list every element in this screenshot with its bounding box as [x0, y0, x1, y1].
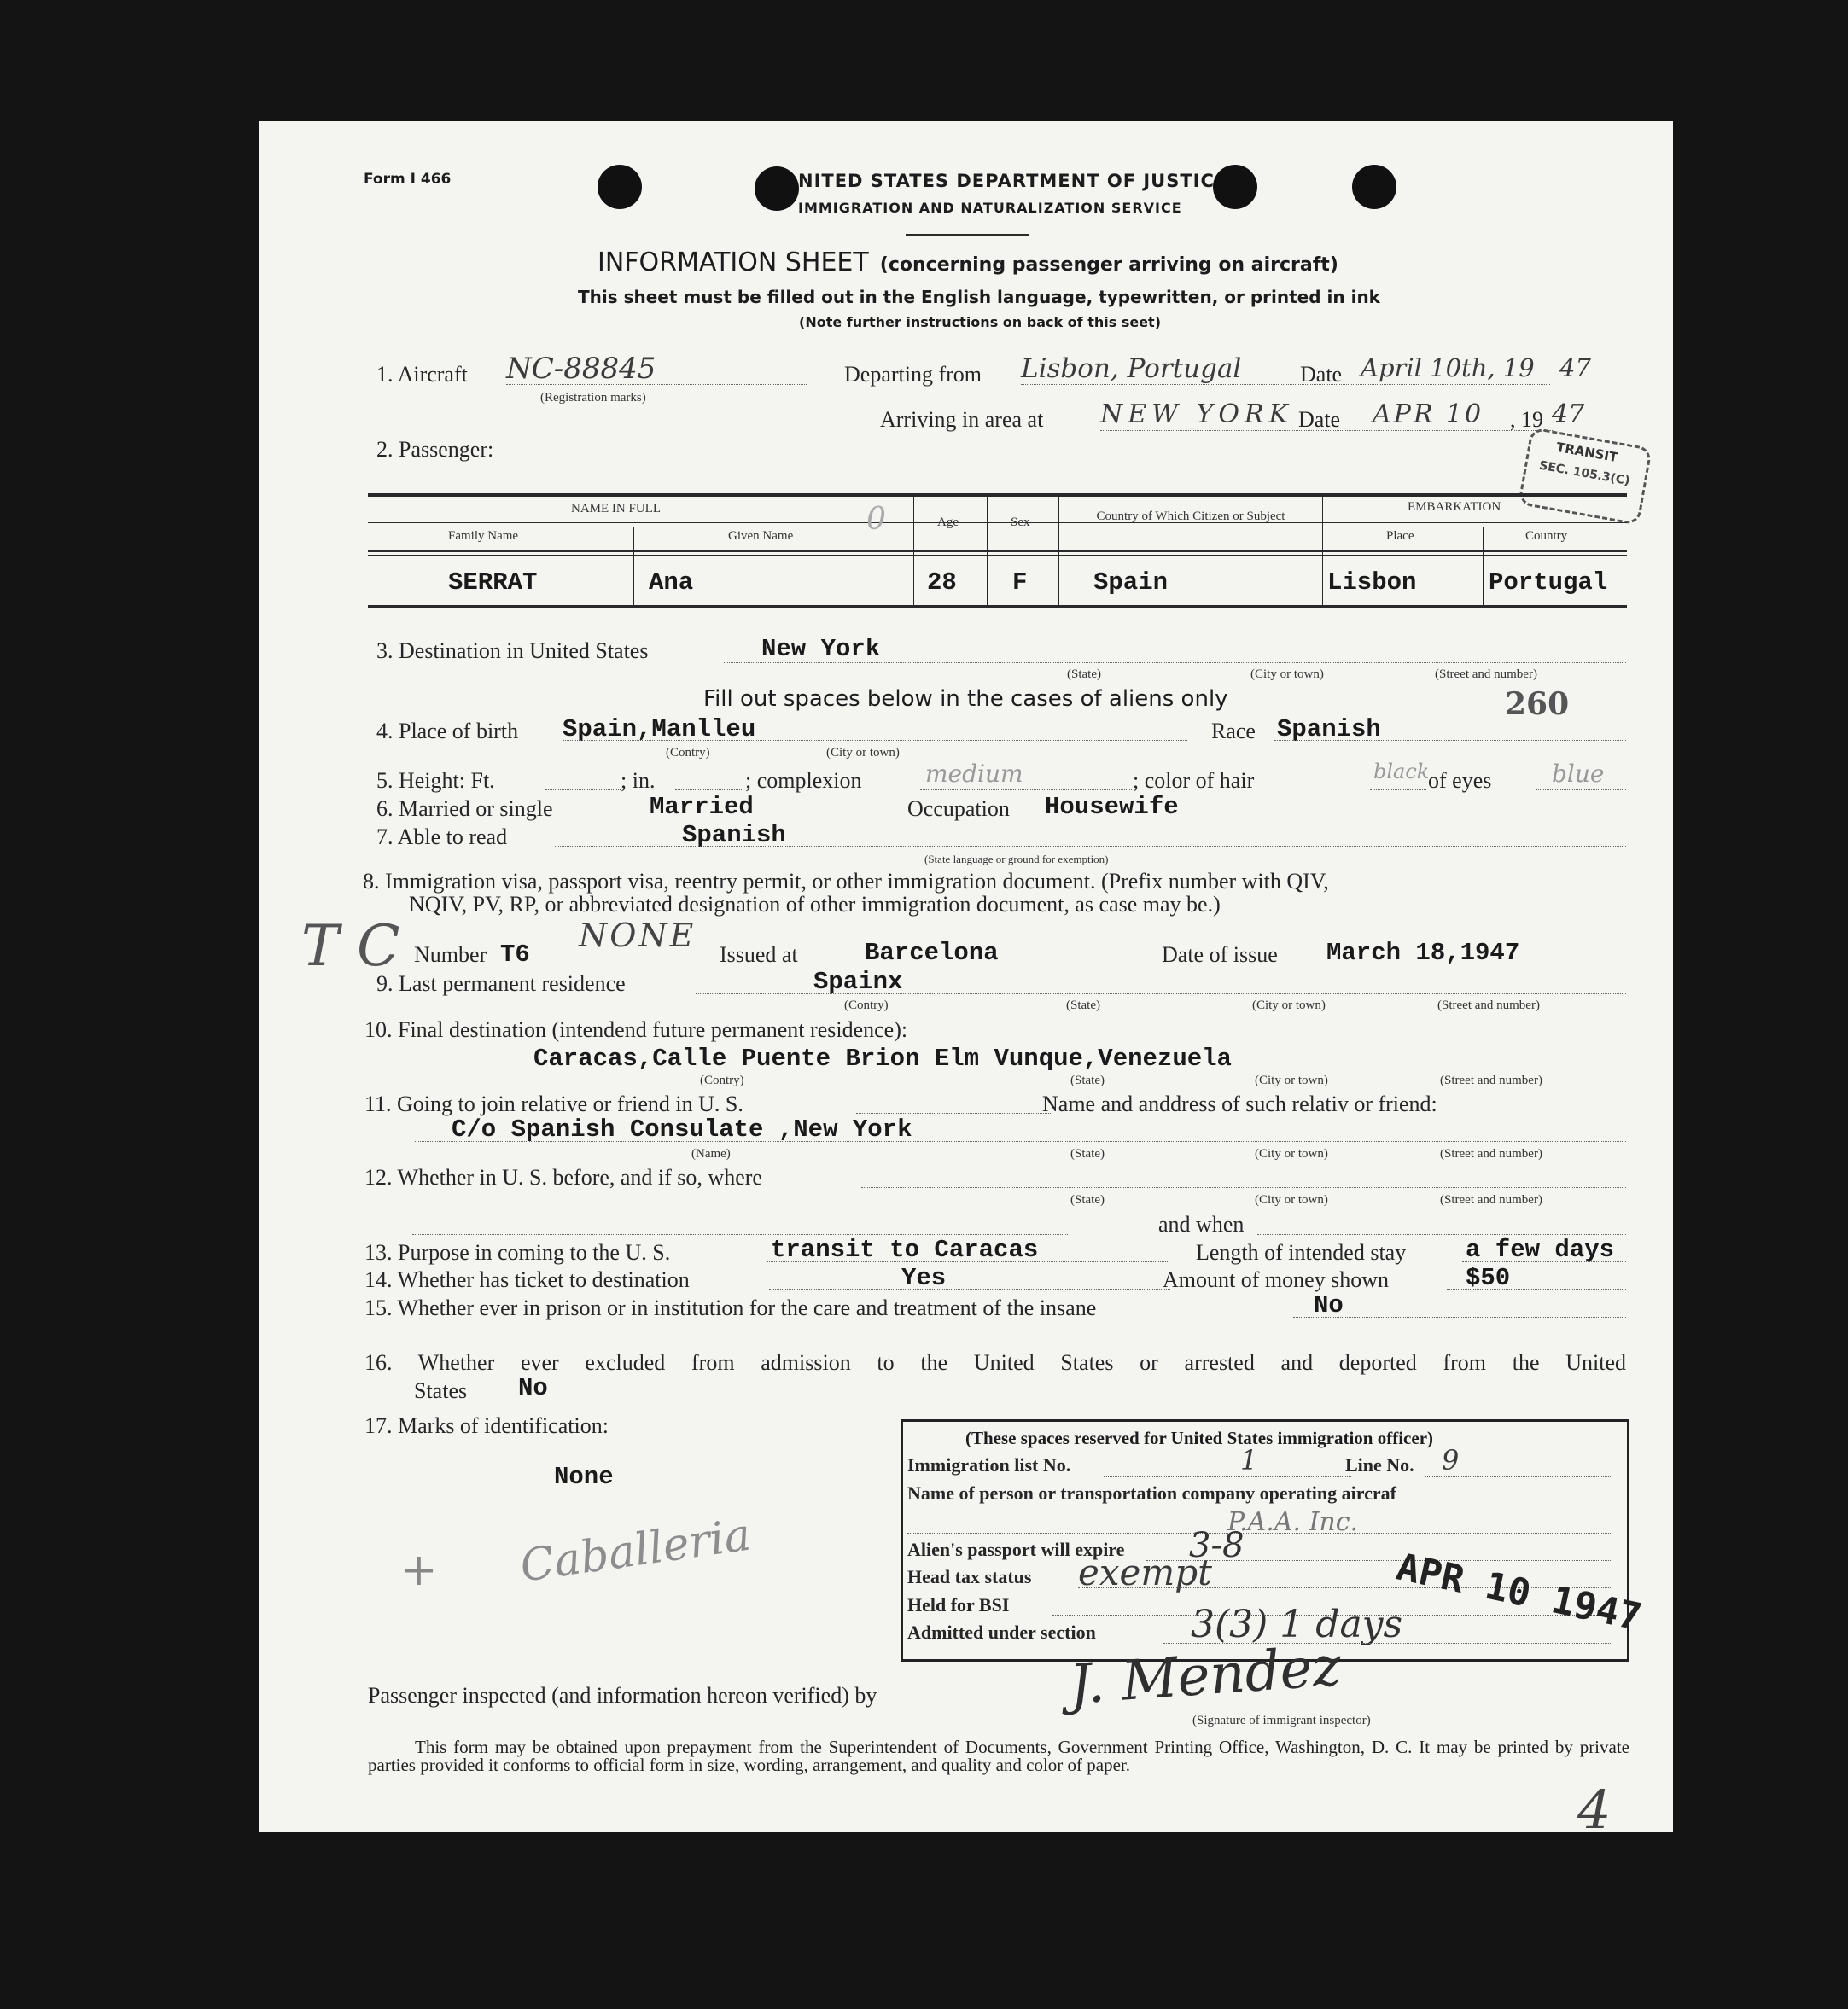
prison-label: 15. Whether ever in prison or in institution for the care and treatment of the insane — [364, 1296, 1097, 1320]
purpose-label: 13. Purpose in coming to the U. S. — [364, 1240, 671, 1265]
table-divider — [987, 497, 988, 608]
identification-label: 17. Marks of identification: — [364, 1413, 609, 1438]
ticket-label: 14. Whether has ticket to destination — [364, 1267, 690, 1292]
eyes-label: of eyes — [1428, 768, 1492, 793]
punch-hole — [755, 166, 799, 211]
table-bottom-rule — [368, 605, 1627, 608]
visa-number-value: T6 — [500, 940, 530, 969]
read-caption: (State language or ground for exemption) — [924, 853, 1109, 865]
eyes-value: blue — [1552, 760, 1605, 788]
aliens-note: Fill out spaces below in the cases of aliens only — [703, 686, 1228, 712]
identification-value: None — [554, 1463, 614, 1491]
when-line — [1257, 1234, 1626, 1235]
residence-state-caption: (State) — [1066, 999, 1100, 1012]
table-divider — [633, 527, 634, 608]
admitted-section-label: Admitted under section — [907, 1622, 1096, 1643]
col-family-name: Family Name — [448, 529, 519, 543]
margin-mark: T C — [301, 913, 400, 979]
aircraft-value: NC-88845 — [506, 352, 656, 386]
read-value: Spanish — [682, 821, 786, 849]
immigration-list-value: 1 — [1240, 1444, 1258, 1476]
excluded-question-line1: 16. Whether ever excluded from admission to the United States or arrested and deported from the United — [364, 1350, 1626, 1375]
residence-value: Spainx — [813, 968, 903, 996]
occupation-value: Housewife — [1045, 793, 1179, 821]
relative-street-caption: (Street and number) — [1440, 1147, 1542, 1161]
line-no-label: Line No. — [1345, 1454, 1414, 1476]
money-line — [1447, 1289, 1626, 1290]
passport-expiry-value: 3-8 — [1189, 1526, 1245, 1565]
final-street-caption: (Street and number) — [1440, 1074, 1542, 1087]
operator-value: P.A.A. Inc. — [1227, 1507, 1359, 1537]
given-name-value: Ana — [649, 568, 694, 597]
aircraft-label: 1. Aircraft — [376, 362, 468, 387]
col-embarkation: EMBARKATION — [1408, 500, 1501, 514]
race-label: Race — [1211, 719, 1256, 743]
birthplace-value: Spain,Manlleu — [563, 715, 756, 743]
purpose-value: transit to Caracas — [771, 1236, 1039, 1264]
table-rule — [368, 550, 1627, 552]
issue-date-label: Date of issue — [1162, 942, 1278, 967]
final-state-caption: (State) — [1070, 1074, 1105, 1087]
residence-city-caption: (City or town) — [1252, 999, 1326, 1012]
col-country-citizen: Country of Which Citizen or Subject — [1096, 510, 1285, 523]
table-divider — [913, 497, 914, 608]
visa-instruction-2: NQIV, PV, RP, or abbreviated designation of other immigration document, as case may be.) — [409, 892, 1221, 917]
stay-line — [1462, 1261, 1626, 1262]
height-in-label: ; in. — [621, 768, 656, 793]
line-no-line — [1425, 1476, 1611, 1477]
passenger-signature: Caballeria — [516, 1509, 755, 1593]
money-label: Amount of money shown — [1163, 1267, 1390, 1292]
issue-date-value: March 18,1947 — [1326, 939, 1520, 967]
instruction-note: (Note further instructions on back of this seet) — [799, 314, 1162, 330]
destination-state-caption: (State) — [1067, 667, 1101, 681]
departing-label: Departing from — [844, 362, 982, 387]
prison-line — [1293, 1317, 1626, 1318]
residence-street-caption: (Street and number) — [1437, 999, 1540, 1012]
complexion-line — [920, 789, 1132, 790]
arrival-date-stamp: APR 10 1947 — [1392, 1545, 1646, 1640]
arriving-value: NEW YORK — [1100, 399, 1293, 429]
previous-state-caption: (State) — [1070, 1193, 1105, 1207]
issued-at-value: Barcelona — [865, 939, 999, 967]
residence-country-caption: (Contry) — [844, 999, 889, 1012]
when-label: and when — [1158, 1212, 1245, 1237]
punch-hole — [1352, 165, 1396, 209]
destination-value: New York — [761, 635, 881, 663]
height-in-line — [675, 789, 743, 790]
operator-label: Name of person or transportation company operating aircraf — [907, 1482, 1396, 1504]
birthplace-label: 4. Place of birth — [376, 719, 519, 743]
officer-box-title: (These spaces reserved for United States immigration officer) — [965, 1428, 1434, 1448]
inspector-caption: (Signature of immigrant inspector) — [1192, 1714, 1371, 1727]
height-label: 5. Height: Ft. — [376, 768, 495, 793]
operator-line — [907, 1533, 1611, 1534]
passport-expiry-line — [1146, 1560, 1611, 1561]
sex-value: F — [1012, 568, 1028, 597]
form-instruction: This sheet must be filled out in the English language, typewritten, or printed in ink — [578, 287, 1380, 307]
marital-value: Married — [650, 793, 754, 821]
punch-hole — [598, 165, 642, 209]
inspector-signature: J. Mendez — [1067, 1634, 1344, 1717]
table-divider — [1322, 497, 1323, 608]
arrival-date-label: Date — [1298, 407, 1341, 432]
destination-street-caption: (Street and number) — [1435, 667, 1537, 681]
relative-line — [856, 1113, 1051, 1114]
relative-value-line — [415, 1141, 1626, 1142]
final-destination-label: 10. Final destination (intendend future permanent residence): — [364, 1017, 908, 1042]
immigration-list-label: Immigration list No. — [907, 1454, 1071, 1476]
race-line — [1274, 740, 1626, 741]
faint-mark: 0 — [866, 502, 886, 537]
race-value: Spanish — [1277, 715, 1381, 743]
departure-date-value: April 10th, 19 — [1361, 353, 1535, 382]
departure-year: 47 — [1559, 353, 1591, 382]
immigration-list-line — [1104, 1476, 1351, 1477]
prison-value: No — [1314, 1291, 1344, 1319]
destination-city-caption: (City or town) — [1250, 667, 1324, 681]
stay-label: Length of intended stay — [1196, 1240, 1407, 1265]
service-name: IMMIGRATION AND NATURALIZATION SERVICE — [798, 200, 1182, 216]
embark-place-value: Lisbon — [1327, 568, 1417, 597]
table-top-rule — [368, 493, 1627, 497]
relative-value: C/o Spanish Consulate ,New York — [452, 1115, 912, 1144]
table-divider — [1483, 527, 1484, 608]
signature-mark: + — [400, 1545, 438, 1596]
punch-hole — [1213, 165, 1257, 209]
occupation-label: Occupation — [907, 796, 1010, 821]
relative-state-caption: (State) — [1070, 1147, 1105, 1161]
col-embark-country: Country — [1525, 529, 1568, 543]
form-number: Form I 466 — [364, 171, 452, 188]
birthplace-line — [563, 740, 1187, 741]
arrival-date-value: APR 10 — [1373, 399, 1484, 429]
age-value: 28 — [927, 568, 957, 597]
hair-label: ; color of hair — [1133, 768, 1255, 793]
marital-label: 6. Married or single — [376, 796, 553, 821]
arrival-year: 47 — [1552, 399, 1585, 429]
previous-visit-label: 12. Whether in U. S. before, and if so, where — [364, 1165, 762, 1190]
table-rule — [368, 522, 1627, 523]
family-name-value: SERRAT — [448, 568, 538, 597]
department-name: NITED STATES DEPARTMENT OF JUSTIC — [798, 171, 1215, 191]
line-no-value: 9 — [1442, 1444, 1460, 1476]
purpose-line — [767, 1261, 1169, 1262]
stay-value: a few days — [1466, 1236, 1615, 1264]
read-line — [555, 846, 1626, 847]
final-destination-value: Caracas,Calle Puente Brion Elm Vunque,Venezuela — [533, 1045, 1232, 1073]
residence-label: 9. Last permanent residence — [376, 971, 626, 996]
relative-address-label: Name and anddress of such relativ or friend: — [1042, 1092, 1437, 1116]
birthplace-city-caption: (City or town) — [826, 746, 900, 760]
destination-line — [724, 662, 1626, 663]
previous-visit-line — [861, 1187, 1626, 1188]
previous-street-caption: (Street and number) — [1440, 1193, 1542, 1207]
head-tax-label: Head tax status — [907, 1566, 1032, 1587]
citizen-value: Spain — [1093, 568, 1169, 597]
complexion-value: medium — [925, 760, 1023, 788]
inspector-label: Passenger inspected (and information hereon verified) by — [368, 1683, 877, 1708]
arriving-label: Arriving in area at — [880, 407, 1044, 432]
col-embark-place: Place — [1386, 529, 1414, 543]
arriving-line — [1100, 430, 1553, 431]
aircraft-line — [506, 384, 807, 385]
embark-country-value: Portugal — [1489, 568, 1608, 597]
visa-number-label: Number — [414, 942, 487, 967]
excluded-value: No — [518, 1374, 548, 1402]
page-number: 4 — [1577, 1779, 1612, 1841]
eyes-line — [1536, 789, 1626, 790]
hair-value: black — [1373, 760, 1430, 783]
departure-date-label: Date — [1300, 362, 1343, 387]
bsi-label: Held for BSI — [907, 1594, 1010, 1616]
destination-label: 3. Destination in United States — [376, 638, 649, 663]
previous-where-line — [412, 1234, 1068, 1235]
passport-expiry-label: Alien's passport will expire — [907, 1539, 1125, 1560]
col-age: Age — [937, 515, 959, 529]
transit-stamp: TRANSIT SEC. 105.3(C) — [1518, 427, 1653, 526]
ticket-line — [769, 1289, 1170, 1290]
col-name-in-full: NAME IN FULL — [571, 502, 661, 515]
excluded-question-line2: States — [414, 1378, 468, 1403]
hair-line — [1370, 789, 1426, 790]
race-code: 260 — [1505, 686, 1570, 722]
previous-city-caption: (City or town) — [1255, 1193, 1328, 1207]
relative-name-caption: (Name) — [691, 1147, 731, 1161]
residence-line — [696, 993, 1626, 994]
col-given-name: Given Name — [728, 529, 794, 543]
passenger-label: 2. Passenger: — [376, 437, 494, 462]
height-ft-line — [545, 789, 621, 790]
admitted-section-value: 3(3) 1 days — [1191, 1603, 1403, 1646]
relative-label: 11. Going to join relative or friend in U. S. — [364, 1092, 743, 1116]
final-country-caption: (Contry) — [700, 1074, 744, 1087]
read-label: 7. Able to read — [376, 824, 508, 849]
complexion-label: ; complexion — [745, 768, 862, 793]
visa-number-handwritten: NONE — [579, 917, 697, 954]
col-sex: Sex — [1011, 515, 1030, 529]
form-title: INFORMATION SHEET (concerning passenger arriving on aircraft) — [598, 247, 1338, 277]
money-value: $50 — [1466, 1264, 1511, 1292]
birthplace-country-caption: (Contry) — [666, 746, 710, 760]
form-sheet — [259, 121, 1673, 1841]
arrival-year-prefix: , 19 — [1510, 407, 1543, 432]
final-city-caption: (City or town) — [1255, 1074, 1328, 1087]
footer-text: This form may be obtained upon prepayment from the Superintendent of Documents, Government Printing Office, Washington, D. C. It may be printed by private parties provided it conforms to official form in size, wording, arrangement, and quality and color of paper. — [368, 1737, 1629, 1775]
departing-value: Lisbon, Portugal — [1021, 353, 1242, 384]
visa-instruction-1: 8. Immigration visa, passport visa, reentry permit, or other immigration document. (Prefix number with QIV, — [363, 869, 1329, 894]
relative-city-caption: (City or town) — [1255, 1147, 1328, 1161]
registration-caption: (Registration marks) — [540, 391, 646, 405]
table-divider — [1058, 497, 1059, 608]
head-tax-value: exempt — [1078, 1552, 1212, 1593]
header-rule — [906, 234, 1029, 236]
departing-line — [1021, 384, 1550, 385]
table-rule — [368, 555, 1627, 556]
issued-at-label: Issued at — [720, 942, 798, 967]
ticket-value: Yes — [901, 1264, 947, 1292]
